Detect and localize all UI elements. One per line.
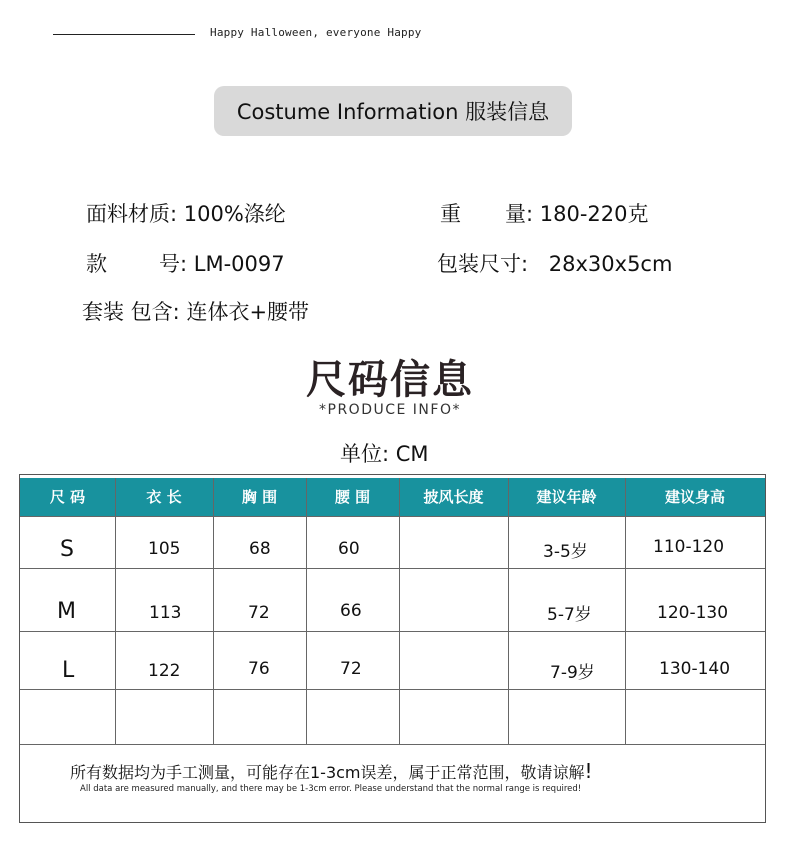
grid-line (306, 478, 307, 744)
col-header-age: 建议年龄 (536, 488, 597, 506)
decorative-line (53, 34, 195, 35)
table-cell: L (62, 658, 75, 683)
grid-line (399, 478, 400, 744)
table-header (20, 478, 765, 516)
fabric-label: 面料材质: (86, 202, 178, 226)
grid-line (20, 744, 765, 745)
grid-line (625, 478, 626, 744)
table-cell: 113 (149, 603, 182, 623)
size-info-title: 尺码信息 (306, 357, 474, 403)
table-cell: 76 (248, 659, 270, 679)
package-label: 包装尺寸: (437, 252, 529, 276)
table-cell: 72 (340, 659, 362, 679)
model-label-tail: 号: (159, 252, 188, 276)
col-header-height: 建议身高 (664, 488, 725, 506)
set-row (82, 296, 309, 326)
weight-value: 180-220克 (539, 202, 649, 226)
package-value: 28x30x5cm (548, 252, 673, 276)
measurement-note-en: All data are measured manually, and there may be 1-3cm error. Please understand that the normal range is required! (80, 784, 582, 794)
table-cell: 66 (340, 601, 362, 621)
weight-label-tail: 量: (505, 202, 534, 226)
grid-line (213, 478, 214, 744)
grid-line (115, 478, 116, 744)
table-cell: 122 (148, 661, 181, 681)
col-header-size: 尺 码 (49, 488, 86, 506)
note-exclamation: ! (584, 759, 593, 783)
note-text: 所有数据均为手工测量，可能存在1-3cm误差，属于正常范围，敬请谅解 (70, 763, 585, 782)
grid-line (20, 689, 765, 690)
grid-line (508, 478, 509, 744)
unit-label: 单位: CM (340, 442, 429, 466)
table-cell: 72 (248, 603, 270, 623)
grid-line (20, 516, 765, 517)
col-header-length: 衣 长 (146, 488, 182, 506)
costume-info-title: Costume Information 服装信息 (214, 86, 572, 136)
table-cell: 68 (249, 539, 271, 559)
col-header-waist: 腰 围 (334, 488, 371, 506)
col-header-chest: 胸 围 (241, 488, 278, 506)
set-label: 套装 包含: (82, 300, 180, 324)
table-cell: 3-5岁 (543, 542, 588, 562)
table-cell: 105 (148, 539, 181, 559)
table-cell: 7-9岁 (550, 663, 595, 683)
weight-row (440, 198, 649, 228)
table-cell: 120-130 (657, 603, 729, 623)
measurement-note-cn (70, 759, 593, 783)
package-row (437, 248, 672, 278)
grid-line (20, 568, 765, 569)
size-table (19, 474, 766, 823)
set-value: 连体衣+腰带 (186, 300, 310, 324)
table-cell: 60 (338, 539, 360, 559)
table-cell: M (57, 599, 76, 624)
size-info-subtitle: *PRODUCE INFO* (319, 402, 461, 418)
table-cell: 110-120 (653, 537, 725, 557)
fabric-row (86, 198, 286, 228)
tagline: Happy Halloween, everyone Happy (210, 26, 422, 39)
table-cell: 130-140 (659, 659, 731, 679)
weight-label: 重 (440, 202, 461, 226)
col-header-cape: 披风长度 (423, 488, 484, 506)
table-cell: 5-7岁 (547, 605, 592, 625)
table-cell: S (60, 537, 74, 562)
grid-line (20, 631, 765, 632)
model-row (86, 248, 285, 278)
model-value: LM-0097 (193, 252, 285, 276)
fabric-value: 100%涤纶 (183, 202, 286, 226)
model-label: 款 (86, 252, 107, 276)
